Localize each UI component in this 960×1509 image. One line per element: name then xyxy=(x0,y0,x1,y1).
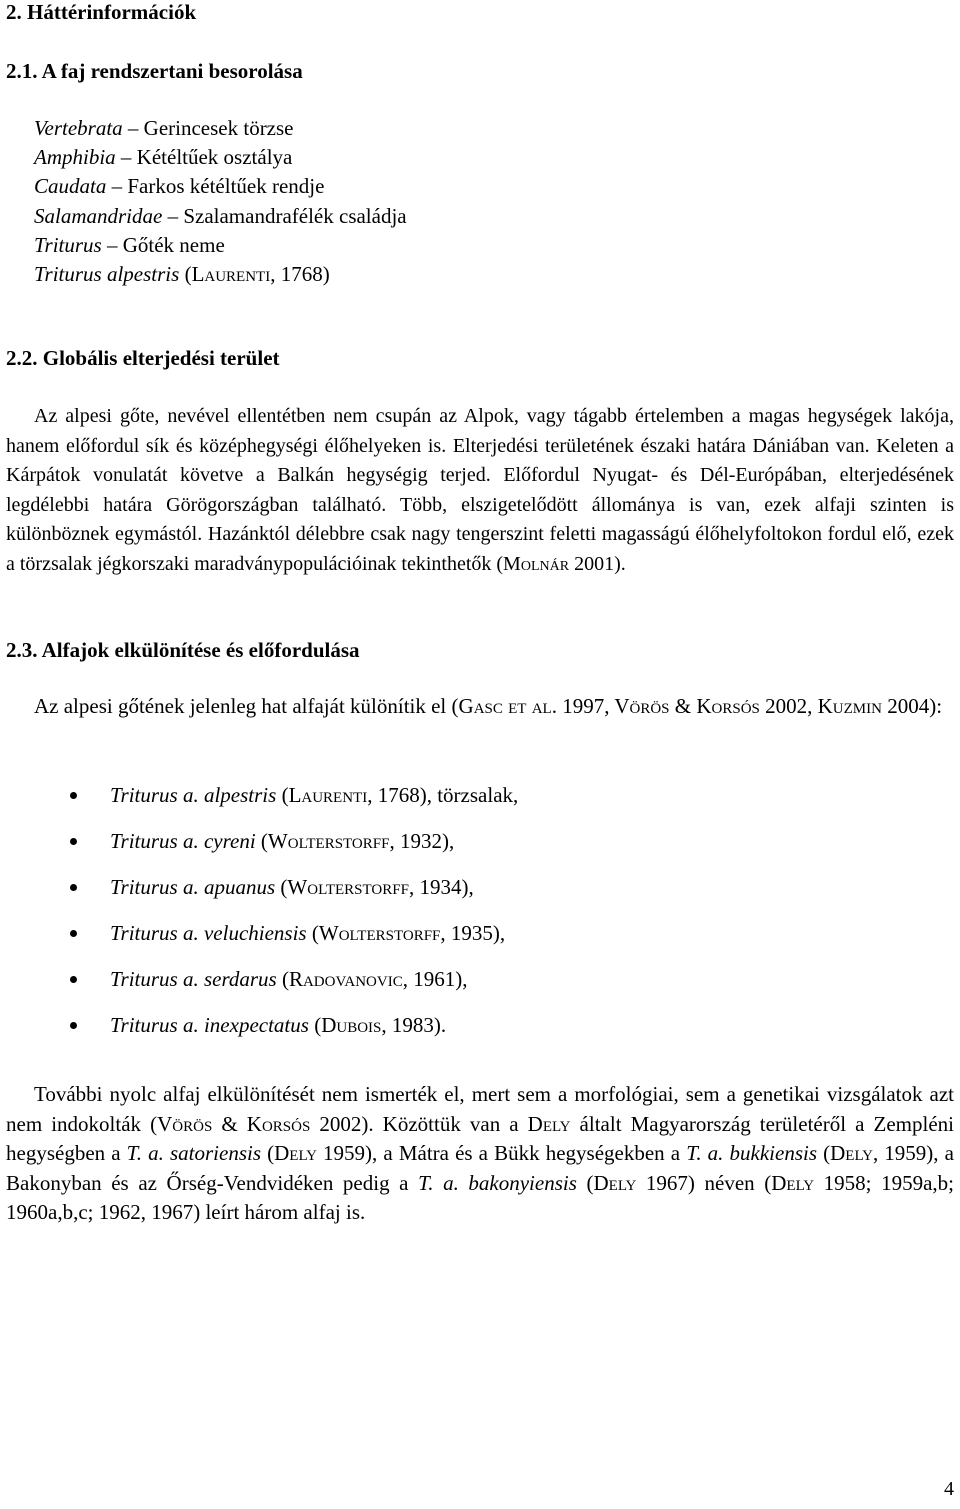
list-item: Triturus a. inexpectatus (Dubois, 1983). xyxy=(0,1010,518,1056)
bullet-icon xyxy=(70,1022,77,1029)
section-heading-2: 2. Háttérinformációk xyxy=(6,0,197,24)
list-item: Triturus a. apuanus (Wolterstorff, 1934), xyxy=(0,872,518,918)
bullet-icon xyxy=(70,976,77,983)
list-item: Triturus a. cyreni (Wolterstorff, 1932), xyxy=(0,826,518,872)
bullet-icon xyxy=(70,884,77,891)
section-heading-2-1: 2.1. A faj rendszertani besorolása xyxy=(6,59,303,83)
section-heading-2-3: 2.3. Alfajok elkülönítése és előfordulása xyxy=(6,638,360,662)
bullet-icon xyxy=(70,930,77,937)
paragraph-distribution: Az alpesi gőte, nevével ellentétben nem csupán az Alpok, vagy tágabb értelemben a magas hegységek lakója, hanem előfordul sík és középhegységi élőhelyeken is. Elterjedési területének északi határa Dániában van. Keleten a Kárpátok vonulatát követve a Balkán hegységig terjed. Előfordul Nyugat- és Dél-Európában, elterjedésének legdélebbi határa Görögországban található. Több, elszigetelődött állománya is van, ezek alfaji szinten is különböznek egymástól. Hazánktól délebbre csak nagy tengerszint feletti magasságú élőhelyfoltokon fordul elő, ezek a törzsalak jégkorszaki maradványpopulációinak tekinthetők (Molnár 2001). xyxy=(6,405,954,575)
list-item: Triturus a. alpestris (Laurenti, 1768), törzsalak, xyxy=(0,780,518,826)
taxonomy-line: Amphibia – Kétéltűek osztálya xyxy=(34,145,293,170)
taxonomy-list xyxy=(34,114,407,289)
list-item: Triturus a. serdarus (Radovanovic, 1961), xyxy=(0,964,518,1010)
section-heading-2-2: 2.2. Globális elterjedési terület xyxy=(6,346,280,370)
taxonomy-line: Caudata – Farkos kétéltűek rendje xyxy=(34,174,325,199)
list-item: Triturus a. veluchiensis (Wolterstorff, 1935), xyxy=(0,918,518,964)
bullet-icon xyxy=(70,792,77,799)
taxonomy-line: Triturus – Gőték neme xyxy=(34,232,225,257)
taxonomy-species-line: Triturus alpestris (Laurenti, 1768) xyxy=(34,262,330,287)
bullet-icon xyxy=(70,838,77,845)
paragraph-subspecies-intro: Az alpesi gőtének jelenleg hat alfaját különítik el (Gasc et al. 1997, Vörös & Korsós 2002, Kuzmin 2004): xyxy=(34,694,943,718)
page-number: 4 xyxy=(944,1478,954,1500)
paragraph-further-subspecies: További nyolc alfaj elkülönítését nem ismerték el, mert sem a morfológiai, sem a genetikai vizsgálatok azt nem indokolták (Vörös & Korsós 2002). Közöttük van a Dely általt Magyarország területéről a Zempléni hegységben a T. a. satoriensis (Dely 1959), a Mátra és a Bükk hegységekben a T. a. bukkiensis (Dely, 1959), a Bakonyban és az Őrség-Vendvidéken pedig a T. a. bakonyiensis (Dely 1967) néven (Dely 1958; 1959a,b; 1960a,b,c; 1962, 1967) leírt három alfaj is. xyxy=(6,1082,954,1225)
subspecies-list xyxy=(0,780,518,1056)
taxonomy-line: Vertebrata – Gerincesek törzse xyxy=(34,116,294,140)
taxonomy-line: Salamandridae – Szalamandrafélék családja xyxy=(34,203,407,228)
